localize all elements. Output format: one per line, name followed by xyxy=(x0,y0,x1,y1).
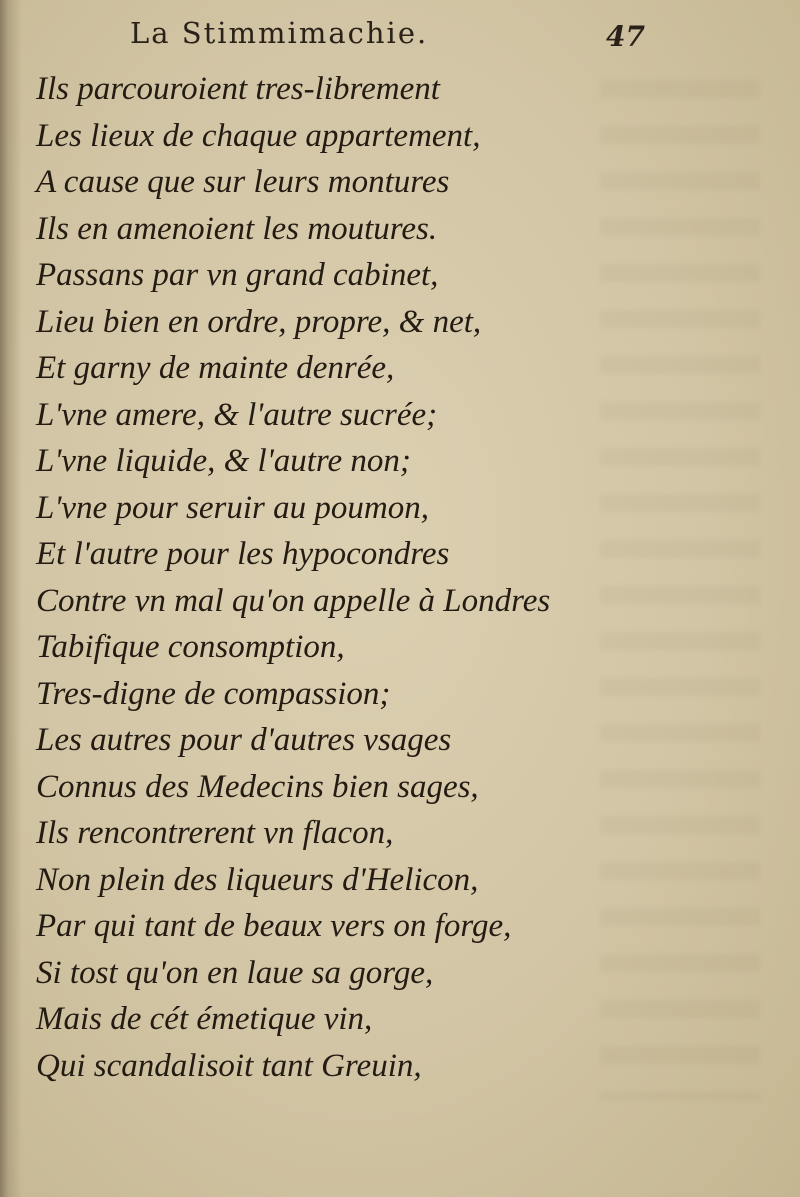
verse-line: Par qui tant de beaux vers on forge, xyxy=(36,908,512,944)
verse-line: Contre vn mal qu'on appelle à Londres xyxy=(36,582,551,619)
poem-verses xyxy=(36,66,550,1089)
verse-line: A cause que sur leurs montures xyxy=(36,164,450,200)
verse-line: Mais de cét émetique vin, xyxy=(36,1001,373,1037)
show-through-text xyxy=(600,80,760,1100)
verse-line: Les lieux de chaque appartement, xyxy=(36,117,481,154)
verse-line: Les autres pour d'autres vsages xyxy=(36,722,452,758)
page-number: 47 xyxy=(606,20,645,53)
verse-line: Et garny de mainte denrée, xyxy=(36,350,395,386)
verse-line: Tres-digne de compassion; xyxy=(36,675,391,712)
verse-line: L'vne pour seruir au poumon, xyxy=(36,489,429,526)
verse-line: Ils rencontrerent vn flacon, xyxy=(36,815,394,851)
running-title: La Stimmimachie. xyxy=(130,16,429,50)
verse-line: Si tost qu'on en laue sa gorge, xyxy=(36,954,434,991)
gutter-shadow xyxy=(0,0,22,1197)
verse-line: Tabifique consomption, xyxy=(36,629,345,665)
verse-line: Ils en amenoient les moutures. xyxy=(36,210,438,247)
verse-line: Non plein des liqueurs d'Helicon, xyxy=(36,861,479,898)
verse-line: Passans par vn grand cabinet, xyxy=(36,257,439,293)
verse-line: Connus des Medecins bien sages, xyxy=(36,768,479,805)
verse-line: Et l'autre pour les hypocondres xyxy=(36,536,450,572)
show-through-catchword xyxy=(124,1114,130,1141)
verse-line: L'vne liquide, & l'autre non; xyxy=(36,443,411,479)
verse-line: Lieu bien en ordre, propre, & net, xyxy=(36,303,482,340)
verse-line: L'vne amere, & l'autre sucrée; xyxy=(36,396,438,433)
verse-line: Ils parcouroient tres-librement xyxy=(36,71,440,107)
verse-line: Qui scandalisoit tant Greuin, xyxy=(36,1047,422,1084)
